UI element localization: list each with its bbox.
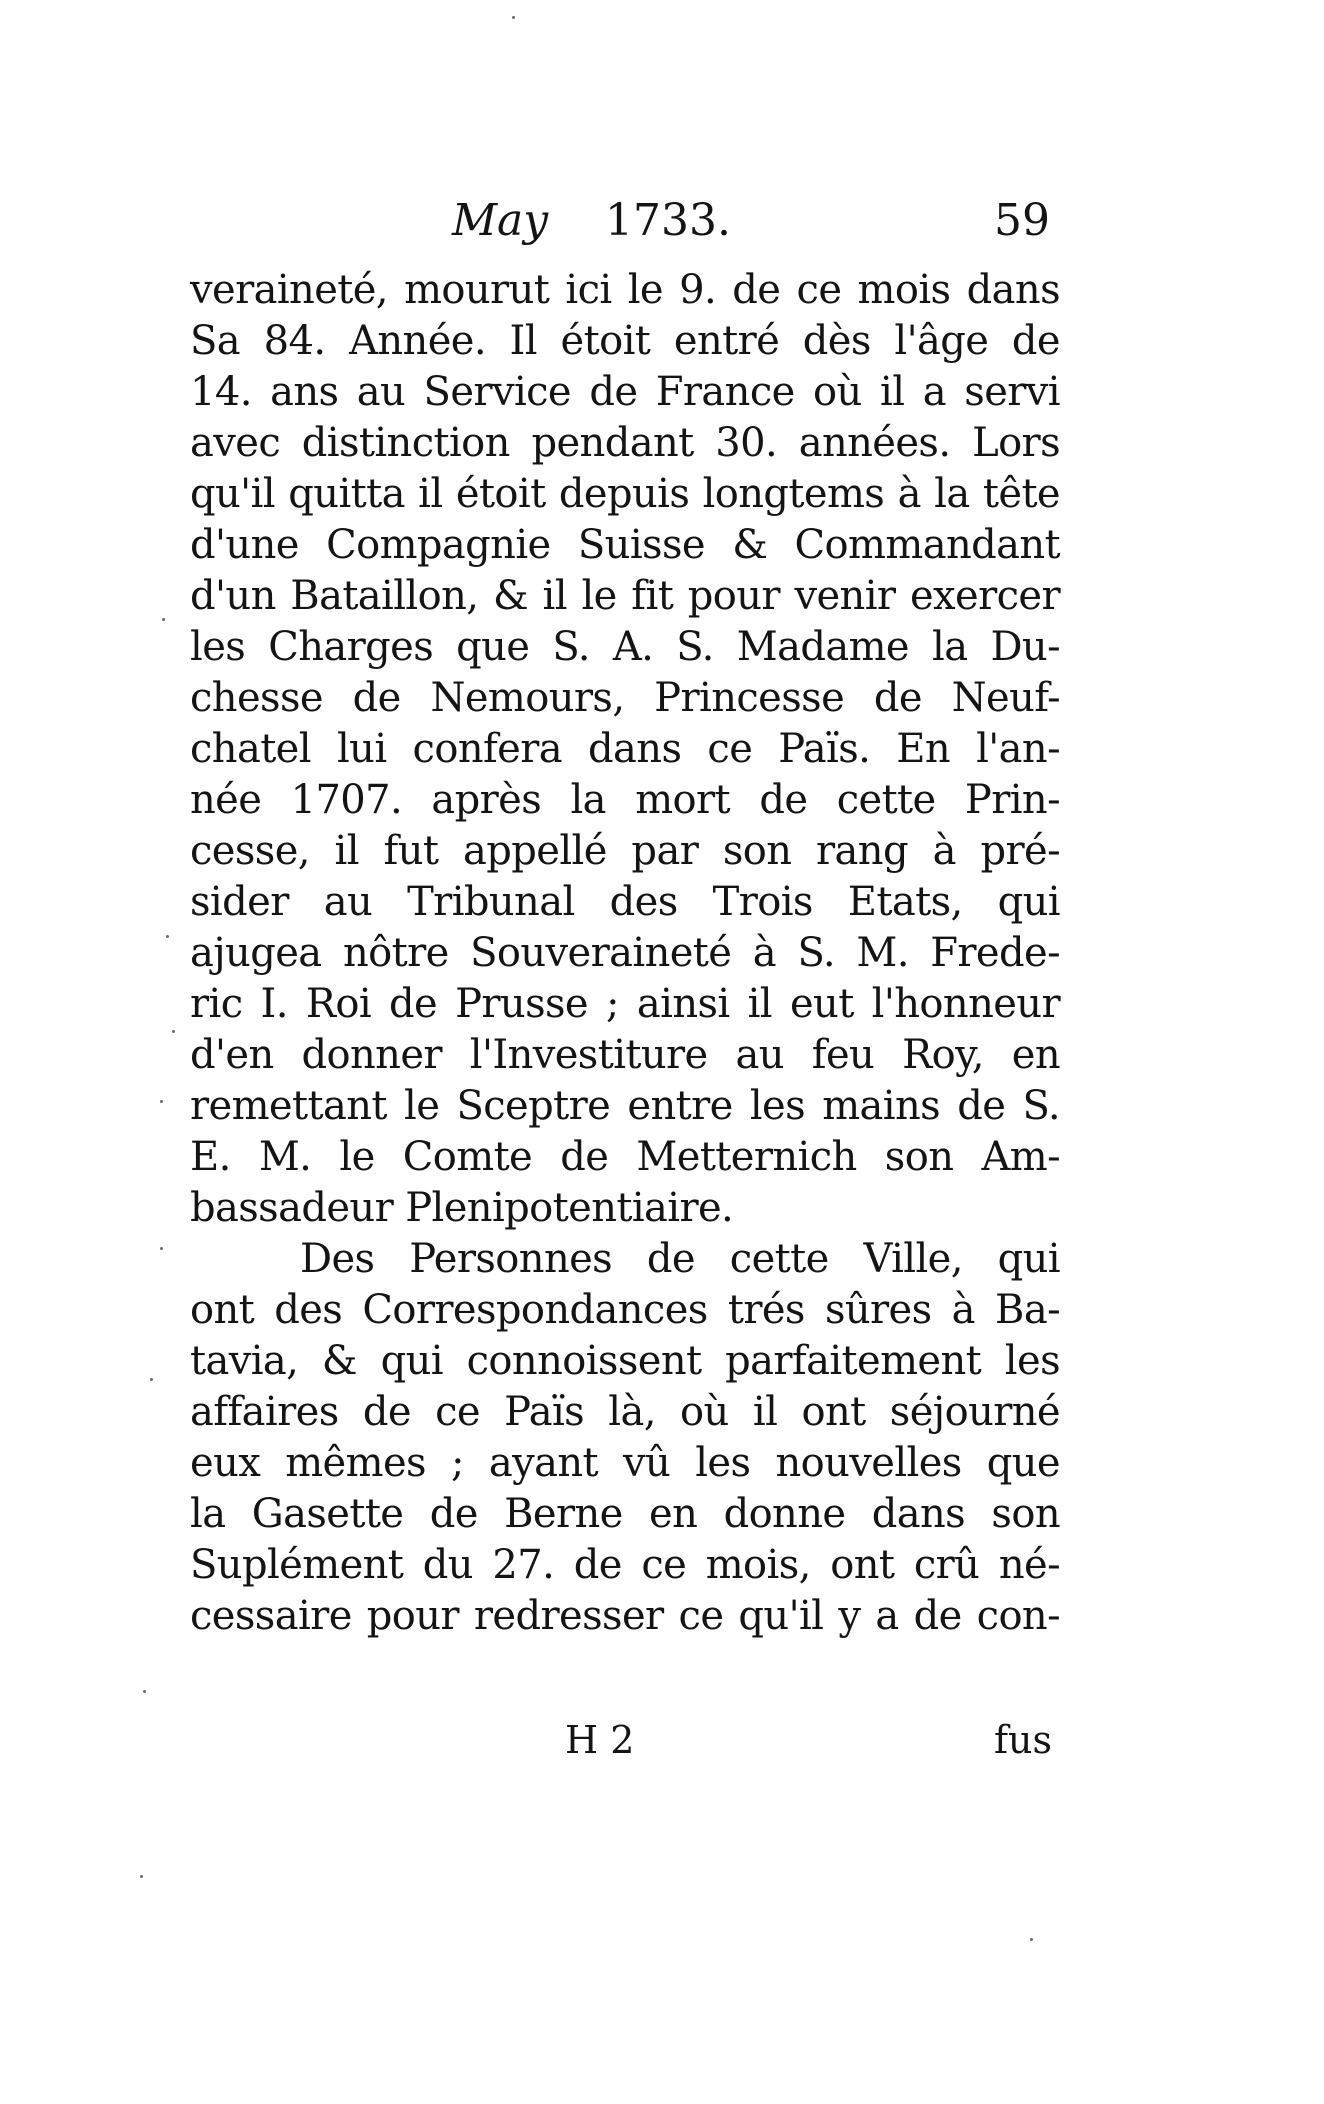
text-line: cessaire pour redresser ce qu'il y a de con- — [190, 1593, 1060, 1639]
running-head-year: 1733. — [605, 195, 731, 246]
text-line: chesse de Nemours, Princesse de Neuf- — [190, 675, 1060, 721]
text-line: la Gasette de Berne en donne dans son — [190, 1491, 1060, 1537]
paper-speck — [162, 618, 165, 621]
text-line: remettant le Sceptre entre les mains de S. — [190, 1083, 1060, 1129]
page-number: 59 — [994, 195, 1050, 246]
text-line: sider au Tribunal des Trois Etats, qui — [190, 879, 1060, 925]
running-head — [190, 195, 1060, 265]
text-line: E. M. le Comte de Metternich son Am- — [190, 1134, 1060, 1180]
text-line: cesse, il fut appellé par son rang à pré- — [190, 828, 1060, 874]
page-footer — [190, 1718, 1060, 1774]
text-line: Sa 84. Année. Il étoit entré dès l'âge de — [190, 318, 1060, 364]
paper-speck — [512, 16, 515, 19]
text-line: d'une Compagnie Suisse & Commandant — [190, 522, 1060, 568]
text-line: Suplément du 27. de ce mois, ont crû né- — [190, 1542, 1060, 1588]
paper-speck — [166, 935, 169, 938]
signature-mark: H 2 — [565, 1718, 635, 1762]
paper-speck — [172, 1030, 175, 1033]
text-line: d'un Bataillon, & il le fit pour venir exercer — [190, 573, 1060, 619]
text-line: affaires de ce Païs là, où il ont séjourné — [190, 1389, 1060, 1435]
text-line: ajugea nôtre Souveraineté à S. M. Frede- — [190, 930, 1060, 976]
paper-speck — [160, 1100, 163, 1103]
paper-speck — [160, 1247, 163, 1250]
text-line: 14. ans au Service de France où il a servi — [190, 369, 1060, 415]
text-line: tavia, & qui connoissent parfaitement les — [190, 1338, 1060, 1384]
text-line: eux mêmes ; ayant vû les nouvelles que — [190, 1440, 1060, 1486]
running-head-month: May — [452, 195, 549, 246]
text-line: bassadeur Plenipotentiaire. — [190, 1185, 734, 1231]
paragraph-start-line: Des Personnes de cette Ville, qui — [300, 1236, 1060, 1282]
text-line: veraineté, mourut ici le 9. de ce mois dans — [190, 267, 1060, 313]
paper-speck — [1030, 1938, 1033, 1941]
catchword: fus — [993, 1718, 1052, 1762]
text-line: ric I. Roi de Prusse ; ainsi il eut l'honneur — [190, 981, 1060, 1027]
text-line: qu'il quitta il étoit depuis longtems à la tête — [190, 471, 1060, 517]
text-line: avec distinction pendant 30. années. Lors — [190, 420, 1060, 466]
paper-speck — [140, 1875, 143, 1878]
text-line: née 1707. après la mort de cette Prin- — [190, 777, 1060, 823]
text-line: chatel lui confera dans ce Païs. En l'an- — [190, 726, 1060, 772]
text-line: d'en donner l'Investiture au feu Roy, en — [190, 1032, 1060, 1078]
paper-speck — [143, 1690, 146, 1693]
text-line: les Charges que S. A. S. Madame la Du- — [190, 624, 1060, 670]
paper-speck — [150, 1378, 153, 1381]
body-text — [190, 265, 1060, 1642]
text-line: ont des Correspondances trés sûres à Ba- — [190, 1287, 1060, 1333]
